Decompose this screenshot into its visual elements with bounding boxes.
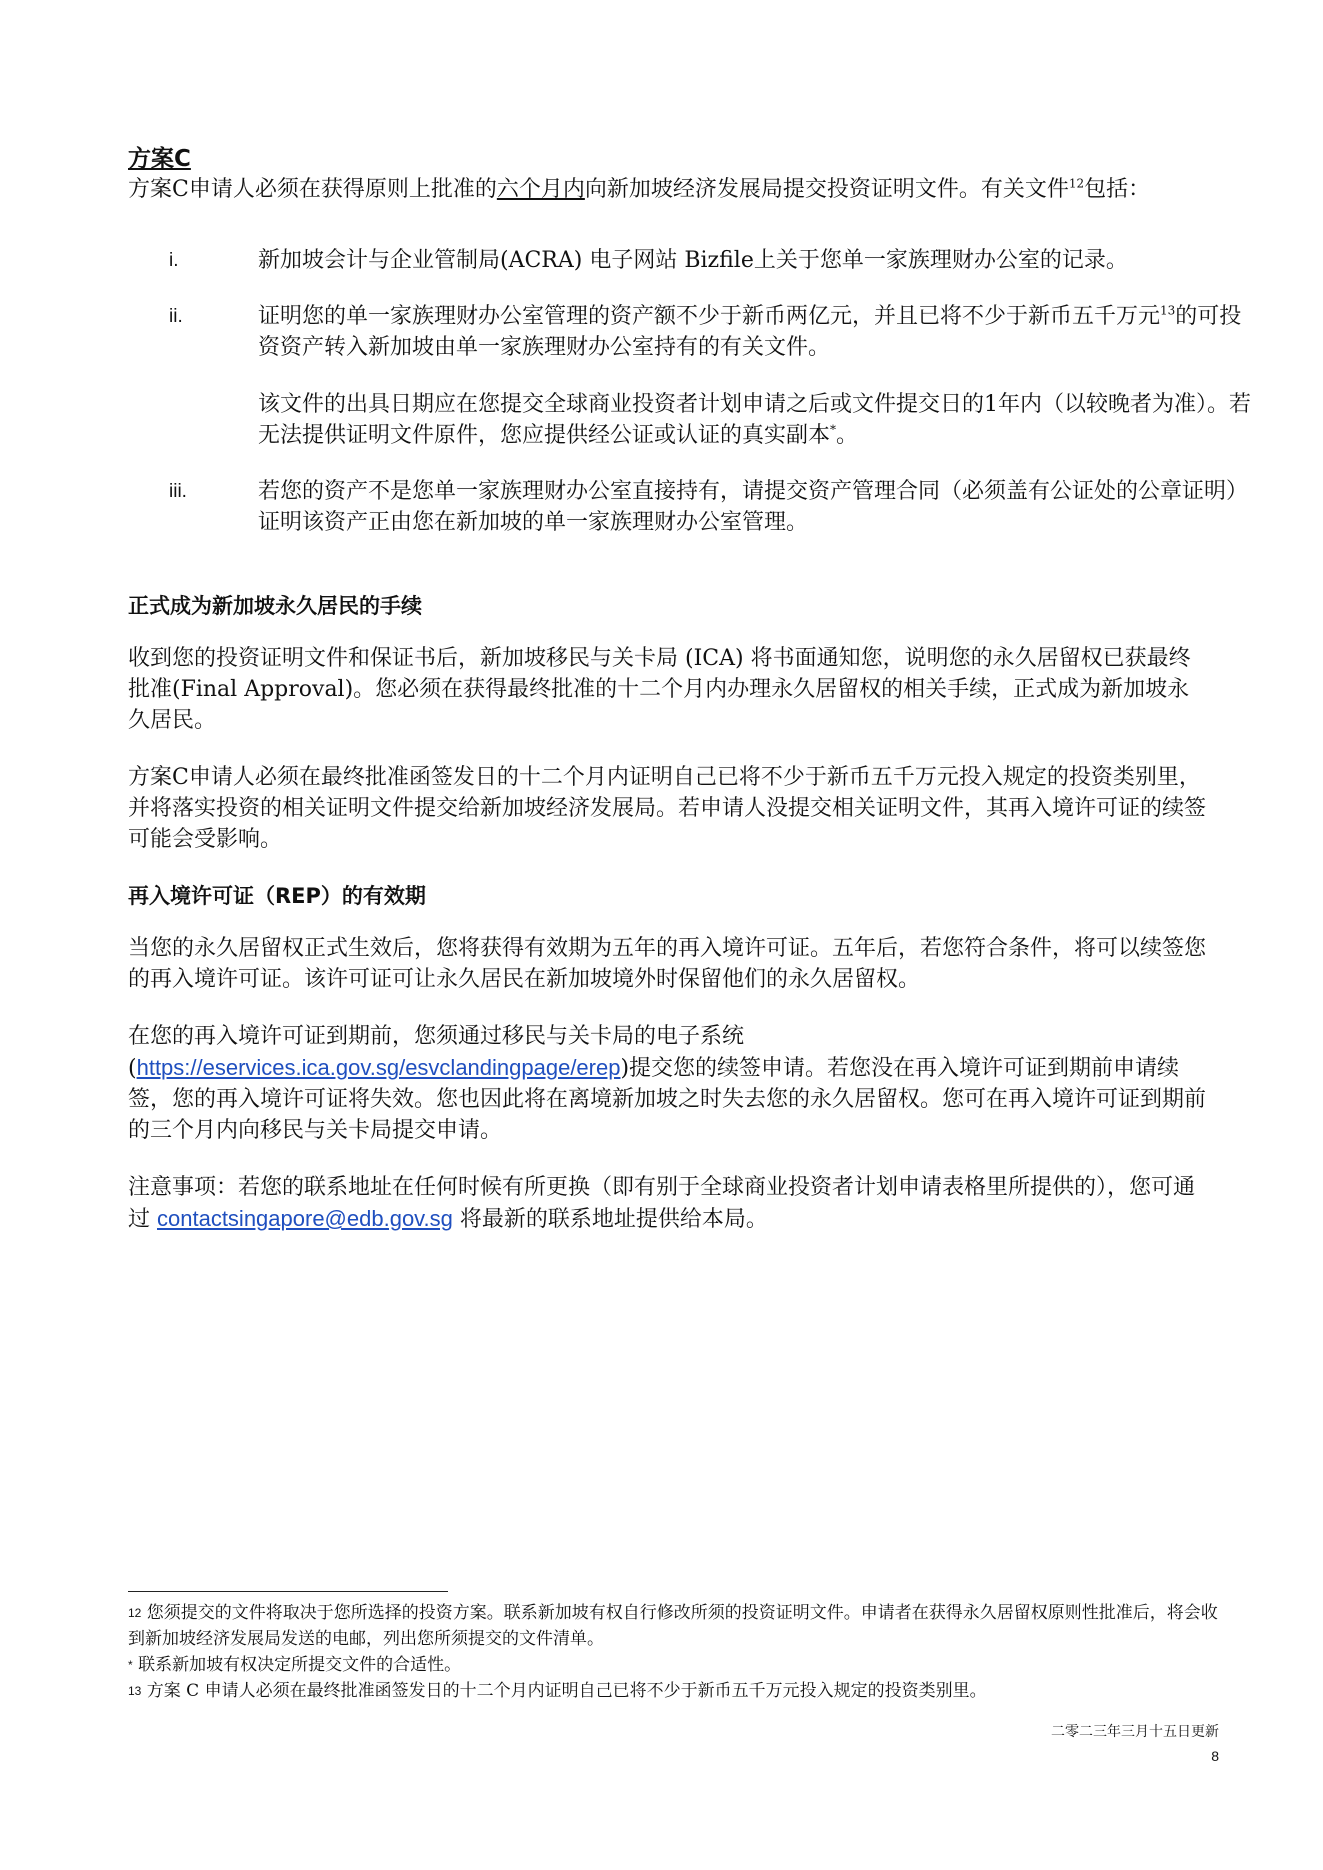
pr-paragraph-1: 收到您的投资证明文件和保证书后，新加坡移民与关卡局 (ICA) 将书面通知您，说明您的永久居留权已获最终批准(Final Approval)。您必须在获得最终批准的十二个月内办理永久居留权的相关手续，正式成为新加坡永久居民。 — [128, 646, 1191, 733]
list-item-i — [128, 245, 1228, 276]
list-item-text — [258, 301, 1258, 363]
notice-paragraph — [128, 1172, 1208, 1235]
footnote-text: 联系新加坡有权决定所提交文件的合适性。 — [132, 1655, 462, 1675]
document-page — [128, 144, 1252, 1235]
notice-text: 注意事项：若您的联系地址在任何时候有所更换（即有别于全球商业投资者计划申请表格里所提供的），您可通过 — [128, 1175, 1196, 1232]
rep-paragraph-2 — [128, 1021, 1208, 1146]
intro-underlined-text: 六个月内 — [496, 177, 585, 202]
list-item-ii — [128, 301, 1252, 451]
footnote-ref-star: * — [830, 422, 837, 437]
footnote-13 — [128, 1678, 1218, 1704]
list-item-text-part: 的可投资资产转入新加坡由单一家族理财办公室持有的有关文件。 — [258, 304, 1242, 360]
rep-text: 在您的再入境许可证到期前，您须通过移民与关卡局的电子系统( — [128, 1024, 745, 1081]
page-number: 8 — [1211, 1748, 1219, 1764]
plan-c-intro — [128, 174, 1208, 205]
footnote-divider — [128, 1591, 448, 1592]
rep-text-after: )提交您的续签申请。若您没在再入境许可证到期前申请续签，您的再入境许可证将失效。您也因此将在离境新加坡之时失去您的永久居留权。您可在再入境许可证到期前的三个月内向移民与关卡局提交申请。 — [128, 1056, 1207, 1143]
footnote-star — [128, 1652, 1218, 1678]
pr-paragraph-2: 方案C申请人必须在最终批准函签发日的十二个月内证明自己已将不少于新币五千万元投入规定的投资类别里，并将落实投资的相关证明文件提交给新加坡经济发展局。若申请人没提交相关证明文件，其再入境许可证的续签可能会受影响。 — [128, 765, 1207, 852]
list-item-note-text: 。 — [836, 423, 859, 448]
footnote-number: * — [128, 1658, 133, 1672]
intro-text-end: 包括： — [1084, 177, 1151, 202]
list-item-text: 若您的资产不是您单一家族理财办公室直接持有，请提交资产管理合同（必须盖有公证处的公章证明）证明该资产正由您在新加坡的单一家族理财办公室管理。 — [258, 479, 1249, 535]
footnote-text: 方案 C 申请人必须在最终批准函签发日的十二个月内证明自己已将不少于新币五千万元投入规定的投资类别里。 — [141, 1681, 987, 1701]
list-item-note-text: 该文件的出具日期应在您提交全球商业投资者计划申请之后或文件提交日的1年内（以较晚者为准）。若无法提供证明文件原件，您应提供经公证或认证的真实副本 — [258, 392, 1252, 448]
footnote-12 — [128, 1600, 1218, 1652]
intro-text: 方案C申请人必须在获得原则上批准的 — [128, 177, 497, 202]
footnote-number: 12 — [128, 1606, 142, 1620]
list-marker: ii. — [169, 306, 183, 327]
updated-date: 二零二三年三月十五日更新 — [1051, 1724, 1219, 1740]
contact-email-link[interactable]: contactsingapore@edb.gov.sg — [157, 1206, 453, 1231]
heading-plan-c: 方案C — [128, 146, 191, 172]
rep-paragraph-1: 当您的永久居留权正式生效后，您将获得有效期为五年的再入境许可证。五年后，若您符合条件，将可以续签您的再入境许可证。该许可证可让永久居民在新加坡境外时保留他们的永久居留权。 — [128, 936, 1207, 992]
erep-link[interactable]: https://eservices.ica.gov.sg/esvclandingpage/erep — [136, 1055, 621, 1080]
notice-text-after: 将最新的联系地址提供给本局。 — [452, 1207, 768, 1232]
footnote-ref-12: 12 — [1068, 176, 1085, 191]
footnotes — [128, 1600, 1218, 1704]
list-item-iii — [128, 476, 1249, 538]
footnote-number: 13 — [128, 1684, 142, 1698]
list-item-text-part: 证明您的单一家族理财办公室管理的资产额不少于新币两亿元，并且已将不少于新币五千万元 — [258, 304, 1161, 329]
list-item-note — [258, 389, 1258, 451]
list-marker: iii. — [169, 481, 187, 502]
list-item-text: 新加坡会计与企业管制局(ACRA) 电子网站 Bizfile上关于您单一家族理财办公室的记录。 — [258, 248, 1128, 273]
list-marker: i. — [169, 250, 179, 271]
heading-rep-validity: 再入境许可证（REP）的有效期 — [128, 884, 426, 908]
footnote-text: 您须提交的文件将取决于您所选择的投资方案。联系新加坡有权自行修改所须的投资证明文件。申请者在获得永久居留权原则性批准后，将会收到新加坡经济发展局发送的电邮，列出您所须提交的文件清单。 — [128, 1603, 1218, 1649]
footnote-ref-13: 13 — [1160, 303, 1176, 318]
intro-text-after: 向新加坡经济发展局提交投资证明文件。有关文件 — [584, 177, 1069, 202]
heading-pr-procedure: 正式成为新加坡永久居民的手续 — [128, 594, 422, 618]
